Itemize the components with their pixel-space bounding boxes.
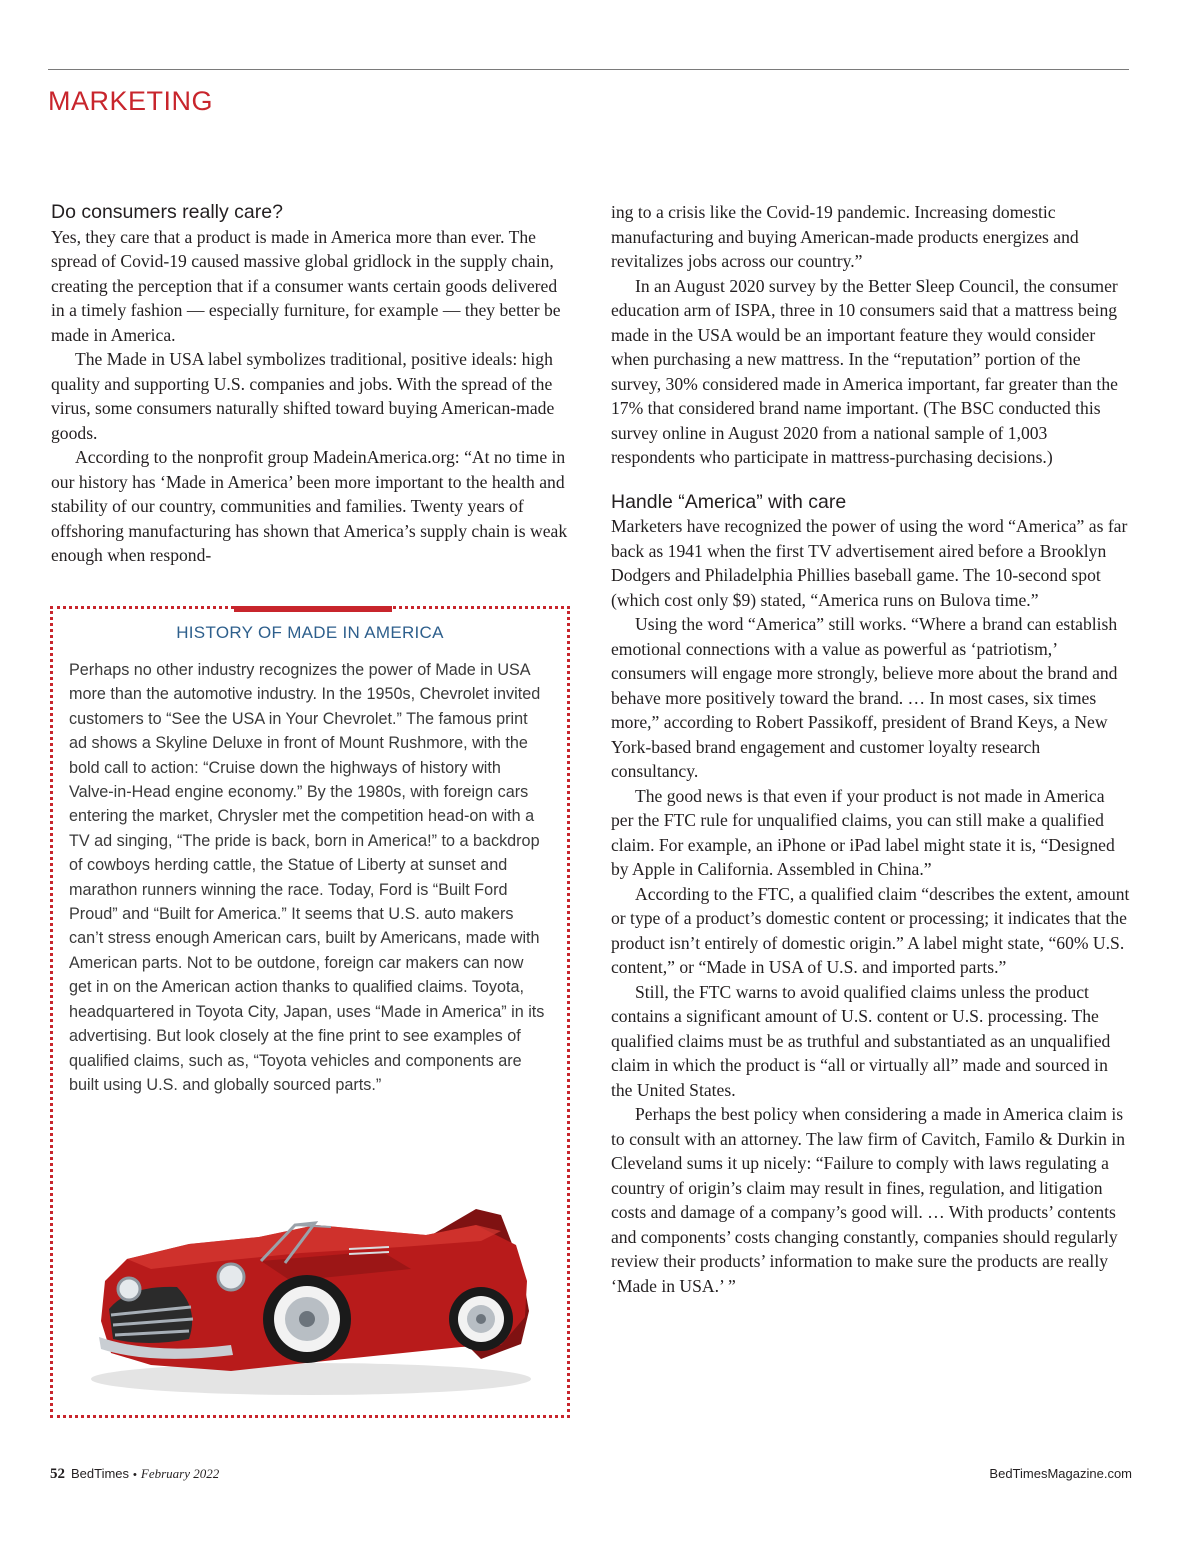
footer-left	[50, 1466, 219, 1483]
right-paragraph: According to the FTC, a qualified claim “describes the extent, amount or type of a product’s domestic content or processing; it indicates that the product isn’t entirely of domestic origin.” A label might state, “60% U.S. content,” or “Made in USA of U.S. and imported parts.”	[611, 883, 1130, 977]
right-column	[611, 200, 1131, 1298]
right-paragraph: Still, the FTC warns to avoid qualified claims unless the product contains a significant amount of U.S. content or U.S. processing. The qualified claims must be as truthful and substantiated as an unqualified claim in which the product is “all or virtually all” made and sourced in the United States.	[611, 981, 1111, 1100]
right-paragraph: Perhaps the best policy when considering a made in America claim is to consult with an attorney. The law firm of Cavitch, Familo & Durkin in Cleveland sums it up nicely: “Failure to comply with laws regulating a country of origin’s claim may result in fines, regulation, and litigation costs and damage of a company’s good will. … With products’ contents and components’ costs changing constantly, companies should regularly review their products’ information to make sure the products are really ‘Made in USA.’ ”	[611, 1104, 1126, 1296]
left-paragraph: Yes, they care that a product is made in America more than ever. The spread of Covid-19 caused massive global gridlock in the supply chain, creating the perception that if a consumer wants certain goods delivered in a timely fashion — especially furniture, for example — they better be made in America.	[51, 226, 561, 345]
sidebar-box	[50, 606, 570, 1418]
left-paragraph: According to the nonprofit group MadeinAmerica.org: “At no time in our history has ‘Made in America’ been more important to the health and stability of our country, communities and families. Twenty years of offshoring manufacturing has shown that America’s supply chain is weak enough when respond-	[51, 447, 568, 565]
issue-date: February 2022	[140, 1466, 220, 1481]
page-number: 52	[50, 1466, 65, 1482]
left-column	[51, 200, 571, 568]
website-link[interactable]: BedTimesMagazine.com	[989, 1466, 1132, 1481]
left-paragraph: The Made in USA label symbolizes traditional, positive ideals: high quality and supporting U.S. companies and jobs. With the spread of the virus, some consumers naturally shifted toward buying American-made goods.	[51, 349, 555, 443]
right-paragraph: Using the word “America” still works. “Where a brand can establish emotional connections with a value as powerful as ‘patriotism,’ consumers will engage more strongly, believe more about the brand and behave more positively toward the brand. … In most cases, six times more,” according to Robert Passikoff, president of Brand Keys, a New York-based brand engagement and customer loyalty research consultancy.	[611, 614, 1118, 781]
left-heading: Do consumers really care?	[51, 201, 283, 223]
sidebar-accent-bar	[234, 606, 392, 612]
magazine-name: BedTimes	[71, 1466, 130, 1481]
right-paragraph: In an August 2020 survey by the Better Sleep Council, the consumer education arm of ISPA, three in 10 consumers said that a mattress being made in the USA would be an important feature they would consider when purchasing a new mattress. In the “reputation” portion of the survey, 30% considered made in America important, far greater than the 17% that considered brand name important. (The BSC conducted this survey online in August 2020 from a national sample of 1,003 respondents who participate in mattress-purchasing decisions.)	[611, 275, 1118, 467]
right-paragraph: ing to a crisis like the Covid-19 pandemic. Increasing domestic manufacturing and buying American-made products energizes and revitalizes jobs across our country.”	[611, 202, 1079, 271]
red-convertible-car-image	[81, 1169, 541, 1404]
footer-separator: •	[133, 1469, 137, 1481]
right-heading: Handle “America” with care	[611, 490, 847, 513]
sidebar-title: HISTORY OF MADE IN AMERICA	[176, 623, 444, 642]
section-label: MARKETING	[48, 86, 214, 116]
sidebar-body: Perhaps no other industry recognizes the power of Made in USA more than the automotive industry. In the 1950s, Chevrolet invited customers to “See the USA in Your Chevrolet.” The famous print ad shows a Skyline Deluxe in front of Mount Rushmore, with the bold call to action: “Cruise down the highways of history with Valve-in-Head engine economy.” By the 1980s, with foreign cars entering the market, Chrysler met the competition head-on with a TV ad singing, “The pride is back, born in America!” to a backdrop of cowboys herding cattle, the Statue of Liberty at sunset and marathon runners winning the race. Today, Ford is “Built Ford Proud” and “Built for America.” It seems that U.S. auto makers can’t stress enough American cars, built by Americans, made with American parts. Not to be outdone, foreign car makers can now get in on the American action thanks to qualified claims. Toyota, headquartered in Toyota City, Japan, uses “Made in America” in its advertising. But look closely at the fine print to see examples of qualified claims, such as, “Toyota vehicles and components are built using U.S. and globally sourced parts.”	[69, 661, 545, 1094]
top-rule	[48, 69, 1129, 70]
right-paragraph: The good news is that even if your product is not made in America per the FTC rule for unqualified claims, you can still make a qualified claim. For example, an iPhone or iPad label might state it is, “Designed by Apple in California. Assembled in China.”	[611, 785, 1115, 879]
right-paragraph: Marketers have recognized the power of using the word “America” as far back as 1941 when the first TV advertisement aired before a Brooklyn Dodgers and Philadelphia Phillies baseball game. The 10-second spot (which cost only $9) stated, “America runs on Bulova time.”	[611, 516, 1128, 610]
